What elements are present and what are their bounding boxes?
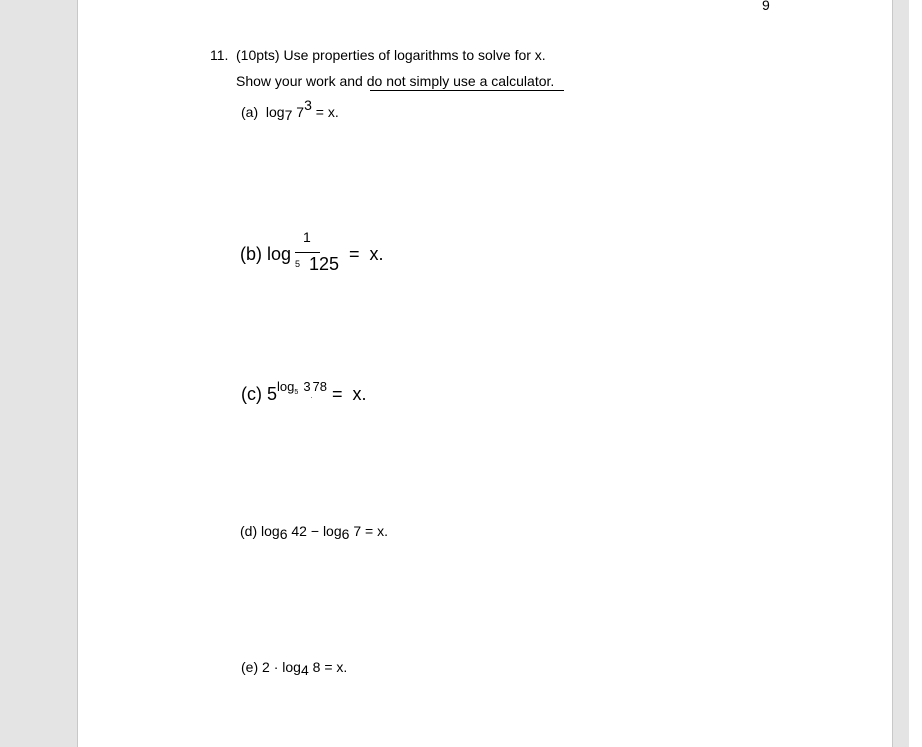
log-base: 6 (279, 526, 288, 542)
log-base: 5 (295, 259, 301, 269)
instruction-underline (370, 90, 564, 91)
part-b (240, 244, 291, 265)
fraction-numerator: 1 (303, 229, 311, 245)
log-text: log (322, 523, 342, 539)
log-text: log (267, 244, 292, 264)
part-a-label: (a) (241, 104, 259, 120)
part-d (240, 523, 388, 542)
base-number: 5 (267, 384, 278, 404)
exponent-arg-frac: 78 (312, 379, 327, 394)
fraction-bar (295, 252, 320, 253)
multiplication-dot: · (273, 659, 279, 675)
log-base: 6 (341, 526, 350, 542)
document-page (77, 0, 893, 747)
part-c (241, 379, 367, 405)
log-base: 7 (284, 107, 293, 123)
log-argument: 42 (291, 523, 307, 539)
page-number: 9 (762, 0, 770, 13)
minus-sign: − (310, 523, 320, 539)
log-text: log (282, 659, 301, 675)
log-argument: 8 (312, 659, 321, 675)
part-b-label: (b) (240, 244, 262, 264)
rhs: = x. (331, 384, 367, 404)
exponent-log-base: 5 (294, 389, 299, 396)
question-number: 11. (210, 47, 229, 63)
log-argument: 7 (353, 523, 362, 539)
log-text: log (265, 104, 285, 120)
question-instruction: (10pts) Use properties of logarithms to solve for x. (236, 47, 546, 63)
rhs: = x. (365, 523, 388, 539)
exponent-log: log (277, 379, 295, 394)
log-argument: 7 (296, 104, 305, 120)
exponent-arg-int: 3 (303, 379, 311, 394)
part-c-label: (c) (241, 384, 262, 404)
rhs: = x. (324, 659, 348, 675)
part-e (241, 659, 348, 678)
question-instruction-2: Show your work and do not simply use a calculator. (236, 73, 555, 89)
part-a (241, 97, 339, 123)
log-text: log (261, 523, 280, 539)
log-base: 4 (300, 662, 309, 678)
coefficient: 2 (262, 659, 270, 675)
part-e-label: (e) (241, 659, 259, 675)
exponent: 3 (304, 97, 312, 113)
rhs: = x. (315, 104, 339, 120)
part-d-label: (d) (240, 523, 258, 539)
fraction-denominator: 125 (309, 254, 340, 274)
exponent-decimal-point: . (310, 393, 313, 400)
rhs: = x. (349, 244, 384, 264)
